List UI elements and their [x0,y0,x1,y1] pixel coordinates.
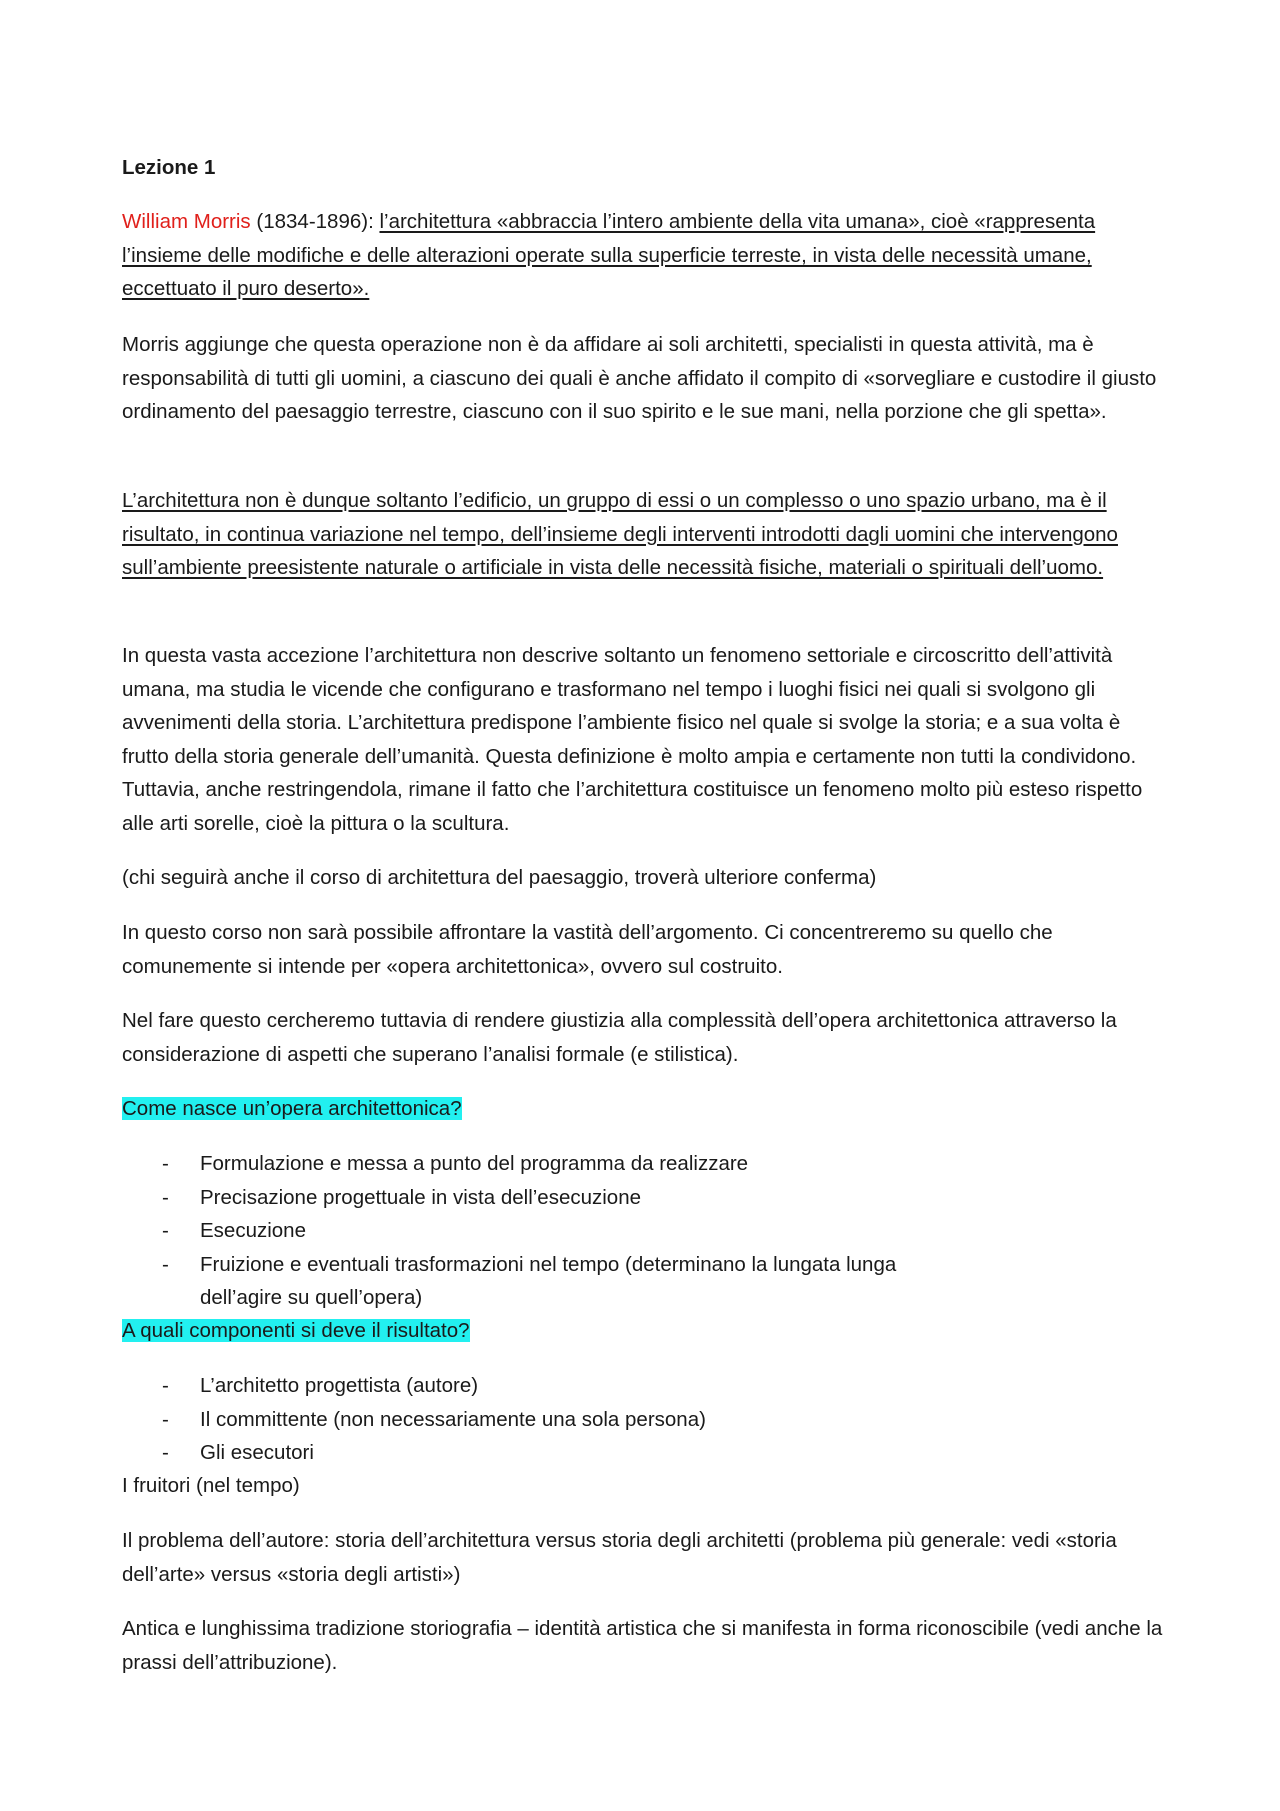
morris-quote: l’architettura «abbraccia l’intero ambiente della vita umana», cioè «rappresenta l’insieme delle modifiche e delle alterazioni operate sulla superficie terreste, in vista delle necessità umane, eccettuato il puro deserto». [122,210,1096,300]
bullet-dash: - [162,1407,169,1431]
bullet-dash: - [162,1252,169,1276]
question-1 [122,1092,1172,1126]
paragraph-3-underlined: L’architettura non è dunque soltanto l’edificio, un gruppo di essi o un complesso o uno spazio urbano, ma è il risultato, in continua variazione nel tempo, dell’insieme degli interventi introdotti dagli uomini che intervengono sull’ambiente preesistente naturale o artificiale in vista delle necessità fisiche, materiali o spirituali dell’uomo. [122,489,1118,579]
question-2 [122,1314,1172,1348]
fruitori-line: I fruitori (nel tempo) [122,1474,300,1497]
list-item-text: Il committente (non necessariamente una sola persona) [200,1407,706,1431]
list-item [122,1147,1172,1181]
question-2-highlight: A quali componenti si deve il risultato? [122,1319,470,1342]
lesson-heading: Lezione 1 [122,156,216,179]
components-list [122,1369,1172,1470]
list-item-text: Esecuzione [200,1219,306,1242]
paragraph-4: In questa vasta accezione l’architettura non descrive soltanto un fenomeno settoriale e circoscritto dell’attività umana, ma studia le vicende che configurano e trasformano nel tempo i luoghi fisici nei quali si svolgono gli avvenimenti della storia. L’architettura predispone l’ambiente fisico nel quale si svolge la storia; e a sua volta è frutto della storia generale dell’umanità. Questa definizione è molto ampia e certamente non tutti la condividono. Tuttavia, anche restringendola, rimane il fatto che l’architettura costituisce un fenomeno molto più esteso rispetto alle arti sorelle, cioè la pittura o la scultura. [122,644,1143,835]
paragraph-9: Antica e lunghissima tradizione storiografia – identità artistica che si manifesta in forma riconoscibile (vedi anche la prassi dell’attribuzione). [122,1617,1163,1674]
bullet-dash: - [162,1374,169,1397]
bullet-dash: - [162,1219,169,1242]
list-item [122,1181,1172,1215]
list-item-text: Fruizione e eventuali trasformazioni nel tempo (determinano la lungata lunga dell’agire su quell’opera) [200,1252,897,1309]
bullet-dash: - [162,1185,169,1209]
list-item [122,1214,1172,1248]
paragraph-5: (chi seguirà anche il corso di architettura del paesaggio, troverà ulteriore conferma) [122,866,877,889]
paragraph-6: In questo corso non sarà possibile affrontare la vastità dell’argomento. Ci concentreremo su quello che comunemente si intende per «opera architettonica», ovvero sul costruito. [122,921,1053,978]
list-item [122,1248,1172,1315]
question-1-highlight: Come nasce un’opera architettonica? [122,1097,462,1120]
paragraph-7: Nel fare questo cercheremo tuttavia di rendere giustizia alla complessità dell’opera architettonica attraverso la considerazione di aspetti che superano l’analisi formale (e stilistica). [122,1009,1117,1066]
list-item-text: Precisazione progettuale in vista dell’esecuzione [200,1185,642,1209]
bullet-dash: - [162,1152,169,1175]
list-item-text: L’architetto progettista (autore) [200,1374,479,1397]
paragraph-2: Morris aggiunge che questa operazione non è da affidare ai soli architetti, specialisti in questa attività, ma è responsabilità di tutti gli uomini, a ciascuno dei quali è anche affidato il compito di «sorvegliare e custodire il giusto ordinamento del paesaggio terrestre, ciascuno con il suo spirito e le sue mani, nella porzione che gli spetta». [122,333,1157,423]
process-list [122,1147,1172,1315]
list-item [122,1403,1172,1437]
bullet-dash: - [162,1441,169,1464]
list-item-text: Formulazione e messa a punto del programma da realizzare [200,1152,749,1175]
morris-paragraph [122,205,1172,306]
paragraph-8: Il problema dell’autore: storia dell’architettura versus storia degli architetti (problema più generale: vedi «storia dell’arte» versus «storia degli artisti») [122,1529,1117,1586]
list-item [122,1436,1172,1470]
author-years: (1834-1896): [250,210,380,233]
list-item [122,1369,1172,1403]
list-item-text: Gli esecutori [200,1441,314,1464]
author-name: William Morris [122,210,251,233]
